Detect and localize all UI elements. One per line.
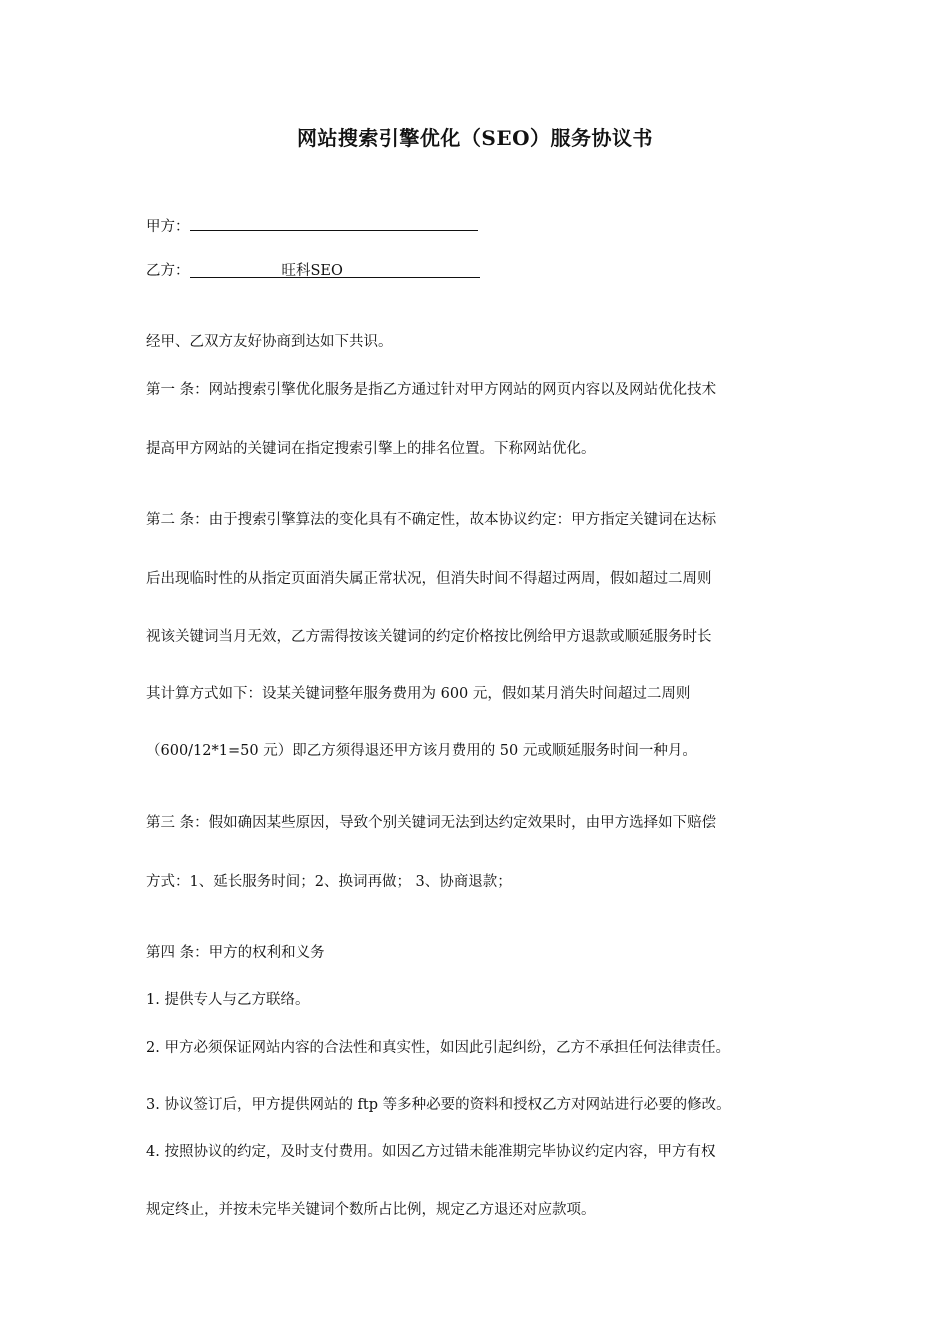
clause1-line1: 第一 条：网站搜索引擎优化服务是指乙方通过针对甲方网站的网页内容以及网站优化技术 — [146, 382, 717, 398]
clause2-line5: （600/12*1=50 元）即乙方须得退还甲方该月费用的 50 元或顺延服务时间一种月。 — [146, 743, 697, 759]
clause2-line1: 第二 条：由于搜索引擎算法的变化具有不确定性，故本协议约定：甲方指定关键词在达标 — [146, 512, 717, 528]
party-a-line — [146, 212, 478, 236]
party-b-line — [146, 259, 480, 280]
clause4-item2: 2. 甲方必须保证网站内容的合法性和真实性，如因此引起纠纷，乙方不承担任何法律责任。 — [146, 1040, 730, 1056]
party-b-blank — [190, 259, 480, 278]
clause2-line2: 后出现临时性的从指定页面消失属正常状况，但消失时间不得超过两周，假如超过二周则 — [146, 571, 712, 587]
party-a-blank — [190, 212, 478, 231]
clause4-item4-line1: 4. 按照协议的约定，及时支付费用。如因乙方过错未能准期完毕协议约定内容，甲方有权 — [146, 1144, 716, 1160]
clause4-heading: 第四 条：甲方的权利和义务 — [146, 945, 325, 961]
clause4-item4-line2: 规定终止，并按未完毕关键词个数所占比例，规定乙方退还对应款项。 — [146, 1202, 596, 1218]
party-b-value: 旺科SEO — [281, 263, 343, 279]
party-a-label: 甲方： — [146, 219, 190, 235]
clause4-item3: 3. 协议签订后，甲方提供网站的 ftp 等多种必要的资料和授权乙方对网站进行必要的修改。 — [146, 1097, 731, 1113]
clause1-line2: 提高甲方网站的关键词在指定搜索引擎上的排名位置。下称网站优化。 — [146, 441, 596, 457]
clause4-item1: 1. 提供专人与乙方联络。 — [146, 992, 310, 1008]
clause2-line4: 其计算方式如下：设某关键词整年服务费用为 600 元，假如某月消失时间超过二周则 — [146, 686, 691, 702]
party-b-label: 乙方： — [146, 263, 190, 279]
document-title: 网站搜索引擎优化（SEO）服务协议书 — [296, 126, 654, 150]
intro-text: 经甲、乙双方友好协商到达如下共识。 — [146, 334, 393, 350]
clause3-line2: 方式：1、延长服务时间；2、换词再做； 3、协商退款； — [146, 874, 512, 890]
clause3-line1: 第三 条：假如确因某些原因，导致个别关键词无法到达约定效果时，由甲方选择如下赔偿 — [146, 815, 717, 831]
clause2-line3: 视该关键词当月无效，乙方需得按该关键词的约定价格按比例给甲方退款或顺延服务时长 — [146, 629, 712, 645]
